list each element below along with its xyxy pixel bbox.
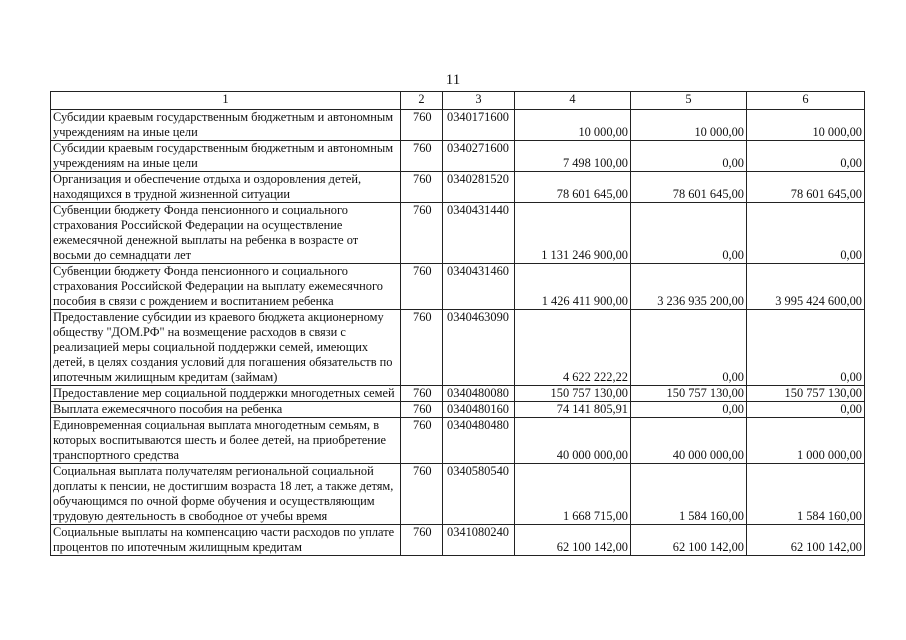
row-amount-col4: 1 131 246 900,00 xyxy=(515,203,631,264)
row-grbs-code: 760 xyxy=(401,402,443,418)
table-row xyxy=(51,525,865,556)
row-description: Социальные выплаты на компенсацию части расходов по уплате процентов по ипотечным жилищным кредитам xyxy=(51,525,401,556)
row-csr-code: 0340431440 xyxy=(443,203,515,264)
row-amount-col4: 40 000 000,00 xyxy=(515,418,631,464)
row-amount-col6: 0,00 xyxy=(747,141,865,172)
row-grbs-code: 760 xyxy=(401,172,443,203)
row-amount-col5: 150 757 130,00 xyxy=(631,386,747,402)
column-header: 6 xyxy=(747,92,865,110)
row-amount-col4: 10 000,00 xyxy=(515,110,631,141)
row-amount-col6: 3 995 424 600,00 xyxy=(747,264,865,310)
column-header: 4 xyxy=(515,92,631,110)
row-description: Выплата ежемесячного пособия на ребенка xyxy=(51,402,401,418)
row-amount-col6: 0,00 xyxy=(747,310,865,386)
row-amount-col5: 0,00 xyxy=(631,203,747,264)
row-csr-code: 0340580540 xyxy=(443,464,515,525)
row-amount-col5: 3 236 935 200,00 xyxy=(631,264,747,310)
table-row xyxy=(51,110,865,141)
row-amount-col4: 7 498 100,00 xyxy=(515,141,631,172)
row-amount-col6: 10 000,00 xyxy=(747,110,865,141)
row-amount-col4: 1 426 411 900,00 xyxy=(515,264,631,310)
table-row xyxy=(51,402,865,418)
row-grbs-code: 760 xyxy=(401,525,443,556)
row-grbs-code: 760 xyxy=(401,386,443,402)
row-grbs-code: 760 xyxy=(401,264,443,310)
row-amount-col6: 150 757 130,00 xyxy=(747,386,865,402)
row-amount-col5: 0,00 xyxy=(631,310,747,386)
row-amount-col6: 62 100 142,00 xyxy=(747,525,865,556)
row-csr-code: 0340463090 xyxy=(443,310,515,386)
row-grbs-code: 760 xyxy=(401,141,443,172)
row-grbs-code: 760 xyxy=(401,418,443,464)
row-amount-col6: 1 000 000,00 xyxy=(747,418,865,464)
row-amount-col5: 40 000 000,00 xyxy=(631,418,747,464)
table-row xyxy=(51,310,865,386)
row-description: Социальная выплата получателям региональной социальной доплаты к пенсии, не достигшим возраста 18 лет, а также детям, обучающимся по очной форме обучения и осуществляющим трудовую деятельность в свободное от учебы время xyxy=(51,464,401,525)
row-csr-code: 0340271600 xyxy=(443,141,515,172)
row-description: Предоставление мер социальной поддержки многодетных семей xyxy=(51,386,401,402)
table-row xyxy=(51,264,865,310)
row-description: Предоставление субсидии из краевого бюджета акционерному обществу "ДОМ.РФ" на возмещение расходов в связи с реализацией меры социальной поддержки семей, имеющих детей, в целях создания условий для погашения обязательств по ипотечным жилищным кредитам (займам) xyxy=(51,310,401,386)
row-csr-code: 0340480080 xyxy=(443,386,515,402)
row-amount-col4: 62 100 142,00 xyxy=(515,525,631,556)
row-grbs-code: 760 xyxy=(401,310,443,386)
column-header: 3 xyxy=(443,92,515,110)
row-csr-code: 0340281520 xyxy=(443,172,515,203)
table-row xyxy=(51,141,865,172)
table-row xyxy=(51,203,865,264)
row-amount-col5: 0,00 xyxy=(631,402,747,418)
row-amount-col6: 1 584 160,00 xyxy=(747,464,865,525)
row-amount-col5: 0,00 xyxy=(631,141,747,172)
row-csr-code: 0340480480 xyxy=(443,418,515,464)
row-amount-col6: 0,00 xyxy=(747,402,865,418)
column-header: 2 xyxy=(401,92,443,110)
row-amount-col5: 10 000,00 xyxy=(631,110,747,141)
row-csr-code: 0340171600 xyxy=(443,110,515,141)
row-amount-col4: 78 601 645,00 xyxy=(515,172,631,203)
row-amount-col4: 1 668 715,00 xyxy=(515,464,631,525)
table-header-row xyxy=(51,92,865,110)
row-csr-code: 0340431460 xyxy=(443,264,515,310)
row-amount-col5: 62 100 142,00 xyxy=(631,525,747,556)
row-description: Единовременная социальная выплата многодетным семьям, в которых воспитываются шесть и более детей, на приобретение транспортного средства xyxy=(51,418,401,464)
row-description: Субсидии краевым государственным бюджетным и автономным учреждениям на иные цели xyxy=(51,141,401,172)
row-description: Организация и обеспечение отдыха и оздоровления детей, находящихся в трудной жизненной ситуации xyxy=(51,172,401,203)
table-row xyxy=(51,418,865,464)
row-description: Субвенции бюджету Фонда пенсионного и социального страхования Российской Федерации на выплату ежемесячного пособия в связи с рождением и воспитанием ребенка xyxy=(51,264,401,310)
row-amount-col6: 78 601 645,00 xyxy=(747,172,865,203)
table-row xyxy=(51,386,865,402)
row-csr-code: 0340480160 xyxy=(443,402,515,418)
row-grbs-code: 760 xyxy=(401,203,443,264)
row-grbs-code: 760 xyxy=(401,464,443,525)
row-amount-col5: 78 601 645,00 xyxy=(631,172,747,203)
table-row xyxy=(51,172,865,203)
row-amount-col6: 0,00 xyxy=(747,203,865,264)
row-csr-code: 0341080240 xyxy=(443,525,515,556)
page-number: 11 xyxy=(445,72,461,88)
row-amount-col5: 1 584 160,00 xyxy=(631,464,747,525)
row-description: Субсидии краевым государственным бюджетным и автономным учреждениям на иные цели xyxy=(51,110,401,141)
column-header: 5 xyxy=(631,92,747,110)
row-description: Субвенции бюджету Фонда пенсионного и социального страхования Российской Федерации на осуществление ежемесячной денежной выплаты на ребенка в возрасте от восьми до семнадцати лет xyxy=(51,203,401,264)
table-row xyxy=(51,464,865,525)
row-amount-col4: 74 141 805,91 xyxy=(515,402,631,418)
column-header: 1 xyxy=(51,92,401,110)
row-amount-col4: 150 757 130,00 xyxy=(515,386,631,402)
row-amount-col4: 4 622 222,22 xyxy=(515,310,631,386)
row-grbs-code: 760 xyxy=(401,110,443,141)
budget-table xyxy=(50,91,865,556)
